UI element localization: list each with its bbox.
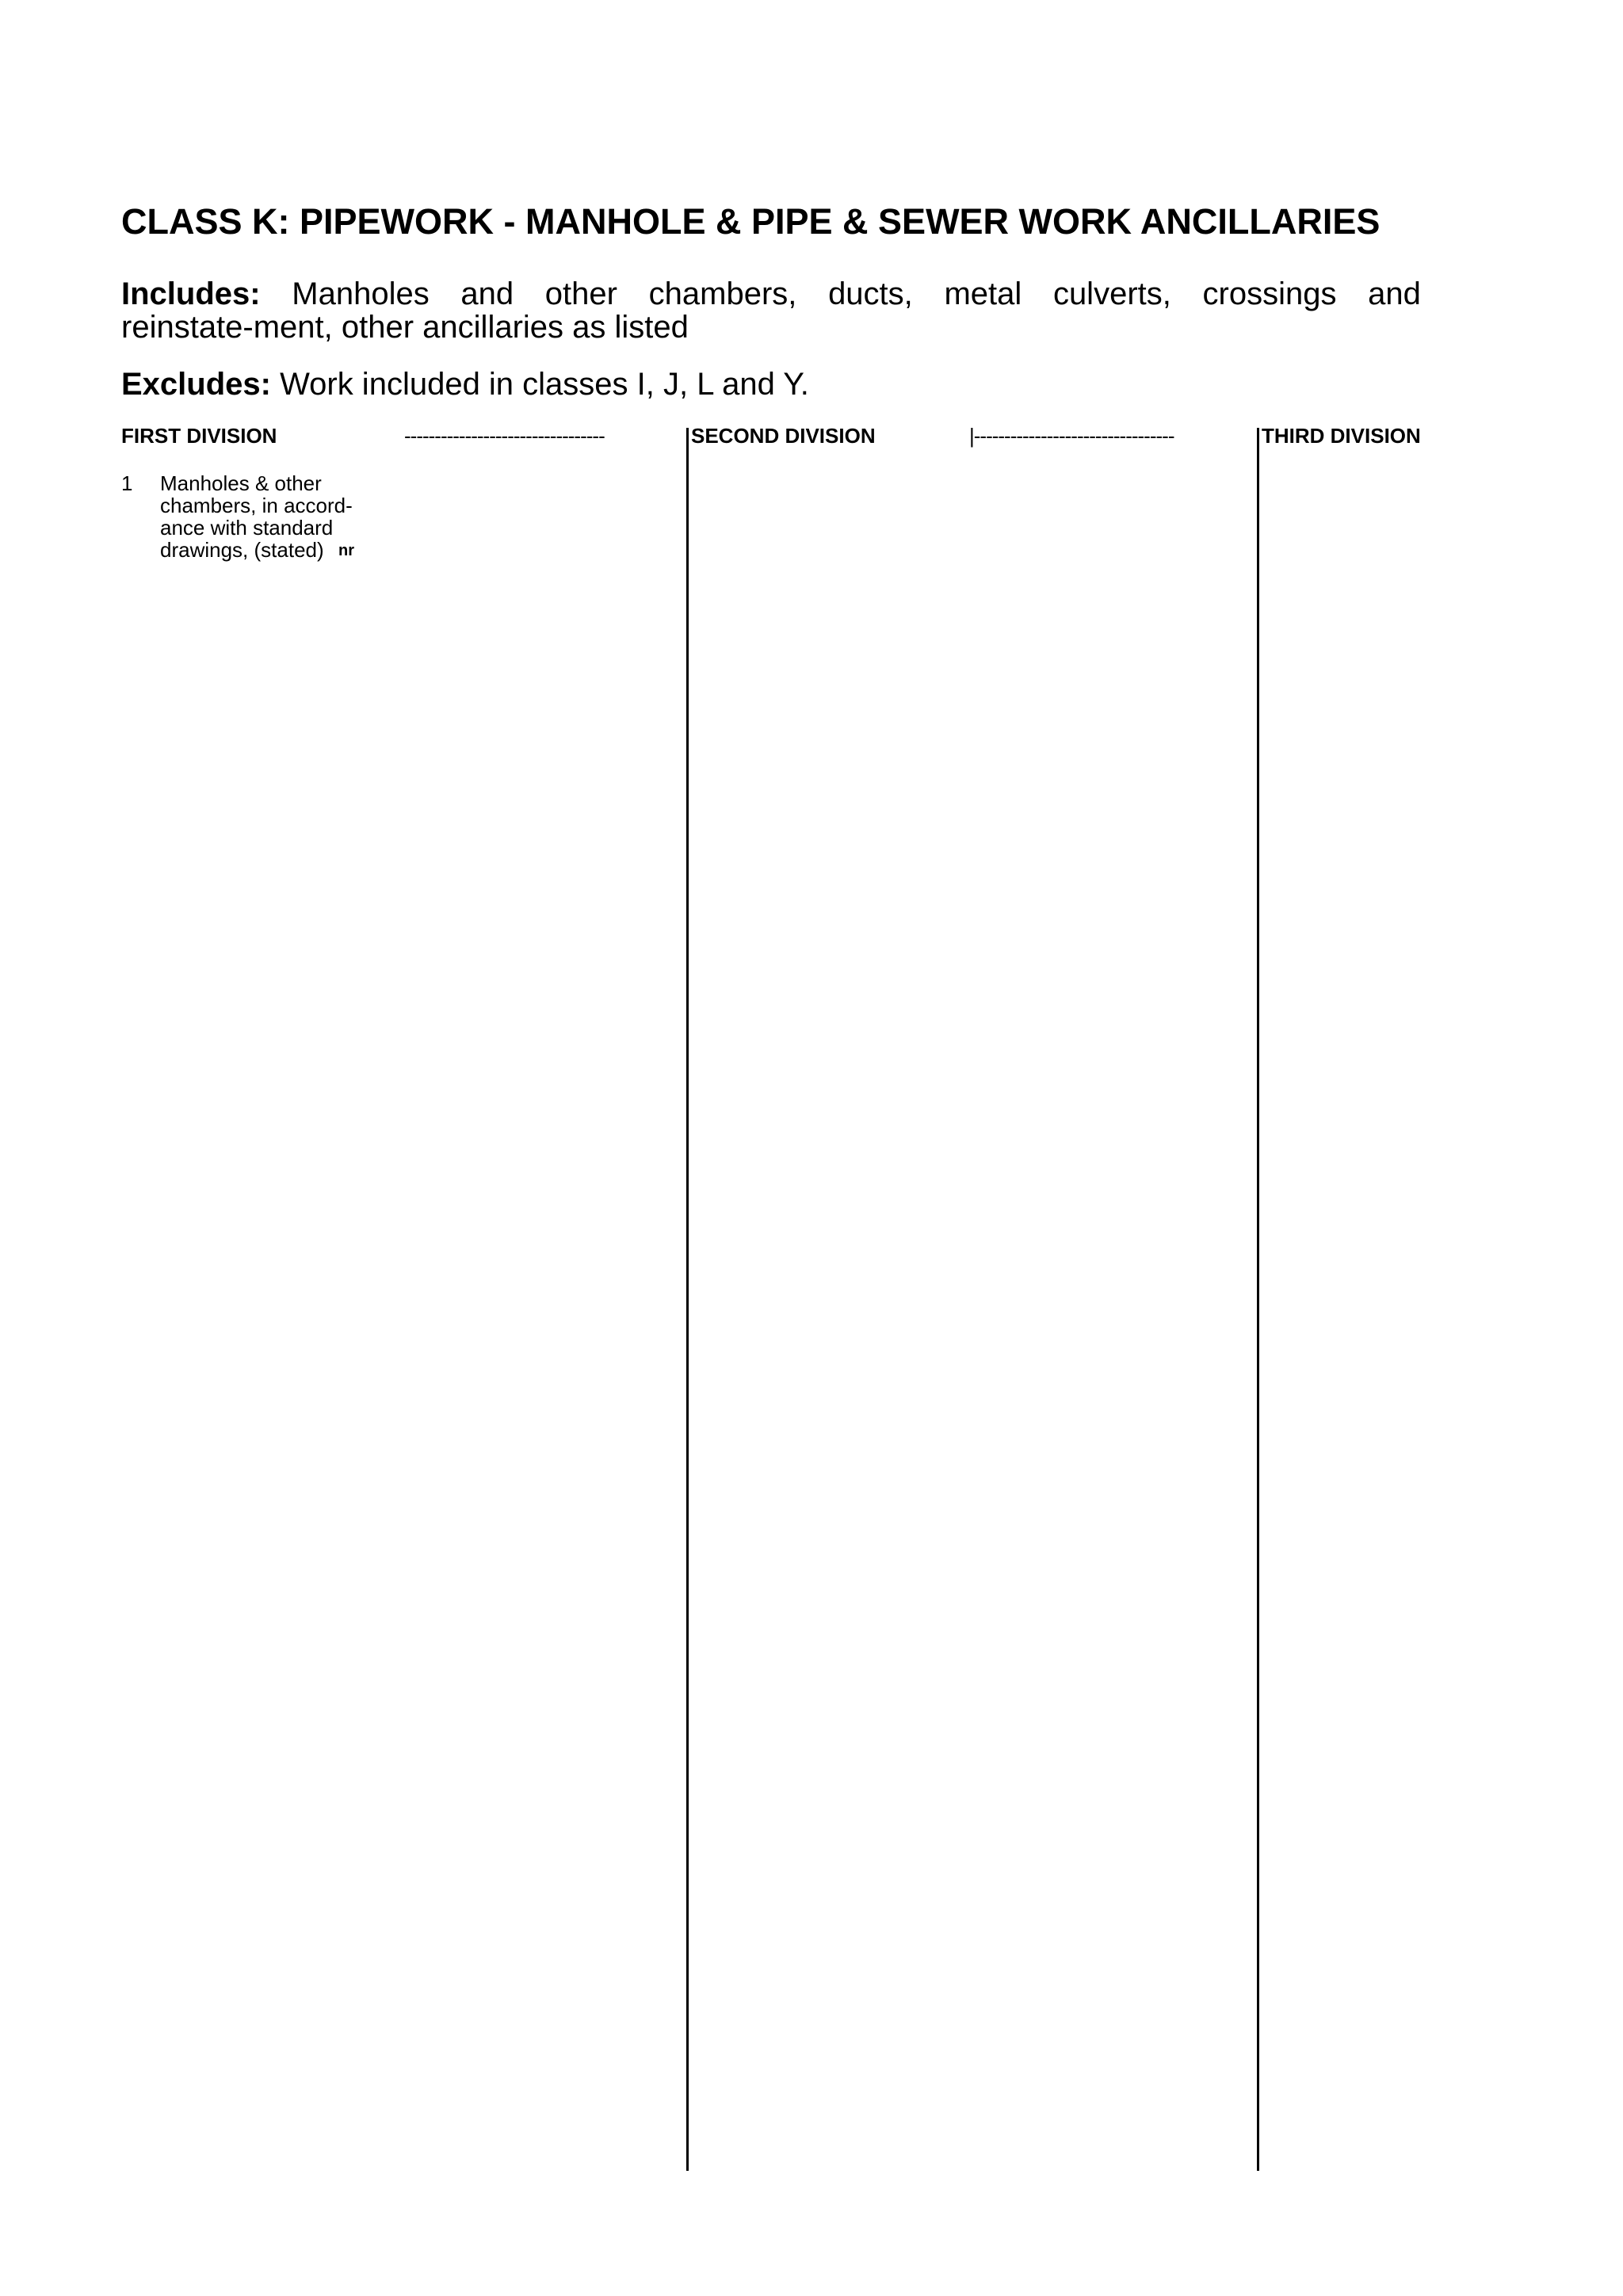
page-title: CLASS K: PIPEWORK - MANHOLE & PIPE & SEWER WORK ANCILLARIES <box>121 201 1381 242</box>
includes-word: Manholes <box>292 277 430 311</box>
header-dash-1: --------------------------------- <box>404 424 605 448</box>
includes-paragraph <box>121 277 1421 344</box>
includes-word: crossings <box>1202 277 1337 311</box>
includes-label: Includes: <box>121 277 261 311</box>
includes-word: culverts, <box>1052 277 1171 311</box>
first-division-header: FIRST DIVISION <box>121 424 277 448</box>
includes-word: chambers, <box>648 277 797 311</box>
header-dash-2: |--------------------------------- <box>969 424 1174 448</box>
includes-word: ducts, <box>828 277 913 311</box>
unit-label: nr <box>338 542 354 559</box>
excludes-text: Work included in classes I, J, L and Y. <box>280 367 809 402</box>
includes-word: metal <box>944 277 1022 311</box>
includes-line-1 <box>121 277 1421 311</box>
third-division-rule <box>1257 428 1259 2171</box>
item-number: 1 <box>121 471 133 495</box>
includes-word: and <box>1368 277 1421 311</box>
second-division-rule <box>686 428 689 2171</box>
includes-word: and <box>460 277 514 311</box>
includes-line-2: reinstate-ment, other ancillaries as listed <box>121 310 689 345</box>
item-description: Manholes & other chambers, in accord- ance with standard drawings, (stated) <box>160 471 353 562</box>
third-division-header: THIRD DIVISION <box>1262 424 1421 448</box>
includes-word: other <box>544 277 617 311</box>
excludes-paragraph <box>121 367 809 402</box>
excludes-label: Excludes: <box>121 367 271 402</box>
second-division-header: SECOND DIVISION <box>691 424 876 448</box>
